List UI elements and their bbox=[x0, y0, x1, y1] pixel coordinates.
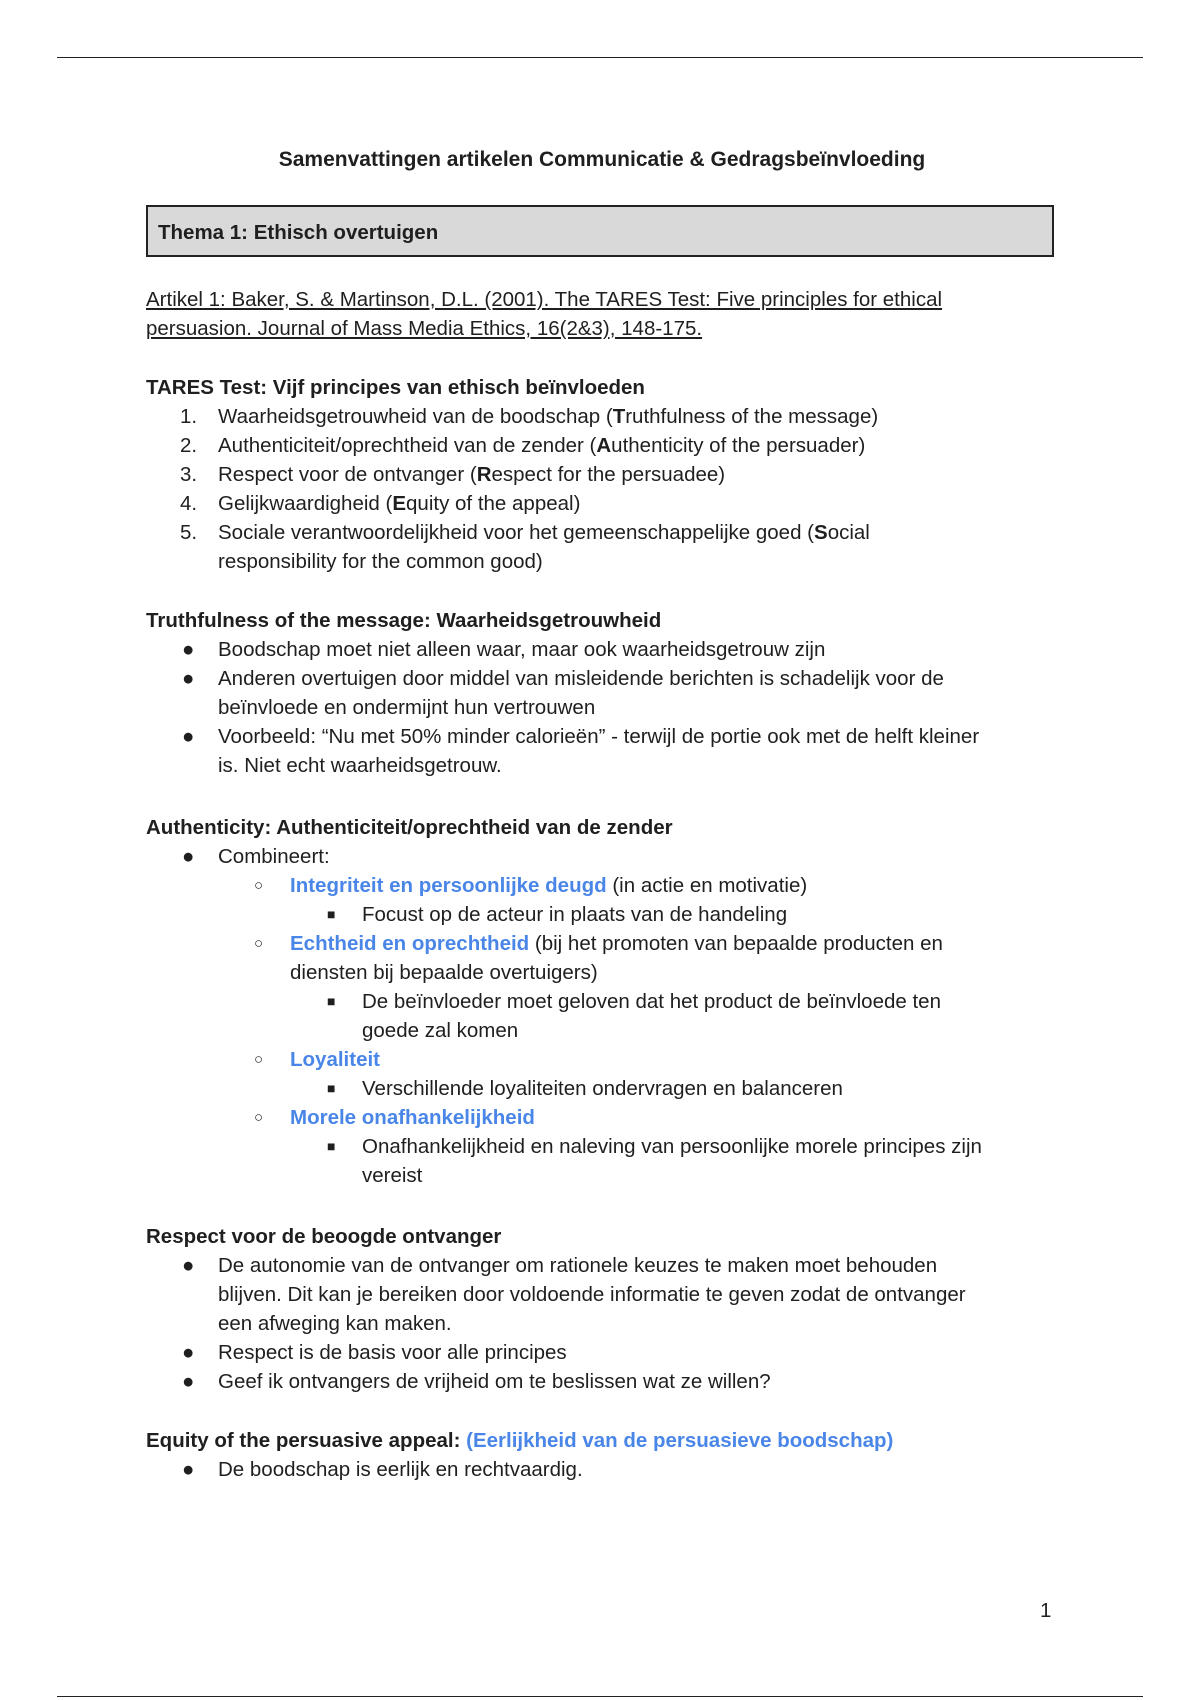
bullet-icon: ● bbox=[182, 667, 195, 690]
list-item: ■ De beïnvloeder moet geloven dat het product de beïnvloede ten bbox=[146, 987, 1066, 1016]
list-item: 2. Authenticiteit/oprechtheid van de zender (Authenticity of the persuader) bbox=[146, 431, 1066, 460]
page-number: 1 bbox=[1040, 1599, 1052, 1622]
article-reference-line: Artikel 1: Baker, S. & Martinson, D.L. (2001). The TARES Test: Five principles for ethical bbox=[146, 288, 943, 311]
list-item: ○ Integriteit en persoonlijke deugd (in actie en motivatie) bbox=[146, 871, 1066, 900]
circle-bullet-icon: ○ bbox=[254, 935, 264, 952]
list-item: ● De autonomie van de ontvanger om rationele keuzes te maken moet behouden bbox=[146, 1251, 1066, 1280]
section-heading: Authenticity: Authenticiteit/oprechtheid van de zender bbox=[146, 816, 673, 839]
list-item: ■ Onafhankelijkheid en naleving van persoonlijke morele principes zijn bbox=[146, 1132, 1066, 1161]
section-heading: Truthfulness of the message: Waarheidsgetrouwheid bbox=[146, 609, 662, 632]
list-number: 5. bbox=[180, 521, 198, 544]
list-item: ○ Morele onafhankelijkheid bbox=[146, 1103, 1066, 1132]
list-item: ■ Verschillende loyaliteiten ondervragen en balanceren bbox=[146, 1074, 1066, 1103]
list-item-continuation: vereist bbox=[362, 1164, 423, 1187]
list-item: 1. Waarheidsgetrouwheid van de boodschap (Truthfulness of the message) bbox=[146, 402, 1066, 431]
bullet-icon: ● bbox=[182, 1458, 195, 1481]
list-number: 4. bbox=[180, 492, 198, 515]
tares-section bbox=[146, 373, 1066, 576]
list-item: ○ Loyaliteit bbox=[146, 1045, 1066, 1074]
list-item: ● Voorbeeld: “Nu met 50% minder calorieën” - terwijl de portie ook met de helft kleiner bbox=[146, 722, 1066, 751]
list-item: ● Combineert: bbox=[146, 842, 1066, 871]
list-item: ● Boodschap moet niet alleen waar, maar ook waarheidsgetrouw zijn bbox=[146, 635, 1066, 664]
list-item-continuation: een afweging kan maken. bbox=[218, 1312, 452, 1335]
article-reference bbox=[146, 285, 1066, 343]
truthfulness-section bbox=[146, 606, 1066, 780]
article-reference-line: persuasion. Journal of Mass Media Ethics, 16(2&3), 148-175. bbox=[146, 317, 703, 340]
equity-section bbox=[146, 1426, 1066, 1484]
square-bullet-icon: ■ bbox=[327, 993, 336, 1009]
list-item: 4. Gelijkwaardigheid (Equity of the appeal) bbox=[146, 489, 1066, 518]
document-title: Samenvattingen artikelen Communicatie & Gedragsbeïnvloeding bbox=[278, 148, 926, 171]
bullet-icon: ● bbox=[182, 638, 195, 661]
list-item: ■ Focust op de acteur in plaats van de handeling bbox=[146, 900, 1066, 929]
list-number: 2. bbox=[180, 434, 198, 457]
square-bullet-icon: ■ bbox=[327, 1080, 336, 1096]
theme-title: Thema 1: Ethisch overtuigen bbox=[158, 221, 439, 244]
list-item-continuation: diensten bij bepaalde overtuigers) bbox=[290, 961, 598, 984]
list-item-continuation: beïnvloede en ondermijnt hun vertrouwen bbox=[218, 696, 596, 719]
circle-bullet-icon: ○ bbox=[254, 1109, 264, 1126]
square-bullet-icon: ■ bbox=[327, 1138, 336, 1154]
list-item-continuation: responsibility for the common good) bbox=[218, 550, 543, 573]
list-number: 3. bbox=[180, 463, 198, 486]
section-heading: TARES Test: Vijf principes van ethisch beïnvloeden bbox=[146, 376, 645, 399]
list-item: 5. Sociale verantwoordelijkheid voor het gemeenschappelijke goed (Social bbox=[146, 518, 1066, 547]
list-item-continuation: goede zal komen bbox=[362, 1019, 519, 1042]
section-heading: Equity of the persuasive appeal: (Eerlijkheid van de persuasieve boodschap) bbox=[146, 1429, 894, 1452]
bullet-icon: ● bbox=[182, 1370, 195, 1393]
bullet-icon: ● bbox=[182, 1341, 195, 1364]
respect-section bbox=[146, 1222, 1066, 1396]
list-item-continuation: is. Niet echt waarheidsgetrouw. bbox=[218, 754, 502, 777]
list-item-continuation: blijven. Dit kan je bereiken door voldoende informatie te geven zodat de ontvanger bbox=[218, 1283, 966, 1306]
bullet-icon: ● bbox=[182, 1254, 195, 1277]
list-item: ● Geef ik ontvangers de vrijheid om te beslissen wat ze willen? bbox=[146, 1367, 1066, 1396]
list-item: 3. Respect voor de ontvanger (Respect for the persuadee) bbox=[146, 460, 1066, 489]
theme-header-box bbox=[146, 205, 1054, 257]
circle-bullet-icon: ○ bbox=[254, 1051, 264, 1068]
list-item: ● De boodschap is eerlijk en rechtvaardig. bbox=[146, 1455, 1066, 1484]
bullet-icon: ● bbox=[182, 725, 195, 748]
list-number: 1. bbox=[180, 405, 198, 428]
circle-bullet-icon: ○ bbox=[254, 877, 264, 894]
square-bullet-icon: ■ bbox=[327, 906, 336, 922]
bullet-icon: ● bbox=[182, 845, 195, 868]
footer-rule bbox=[57, 1696, 1143, 1697]
list-item: ● Respect is de basis voor alle principes bbox=[146, 1338, 1066, 1367]
list-item: ○ Echtheid en oprechtheid (bij het promoten van bepaalde producten en bbox=[146, 929, 1066, 958]
list-item: ● Anderen overtuigen door middel van misleidende berichten is schadelijk voor de bbox=[146, 664, 1066, 693]
section-heading: Respect voor de beoogde ontvanger bbox=[146, 1225, 502, 1248]
header-rule bbox=[57, 57, 1143, 58]
authenticity-section bbox=[146, 813, 1066, 1190]
